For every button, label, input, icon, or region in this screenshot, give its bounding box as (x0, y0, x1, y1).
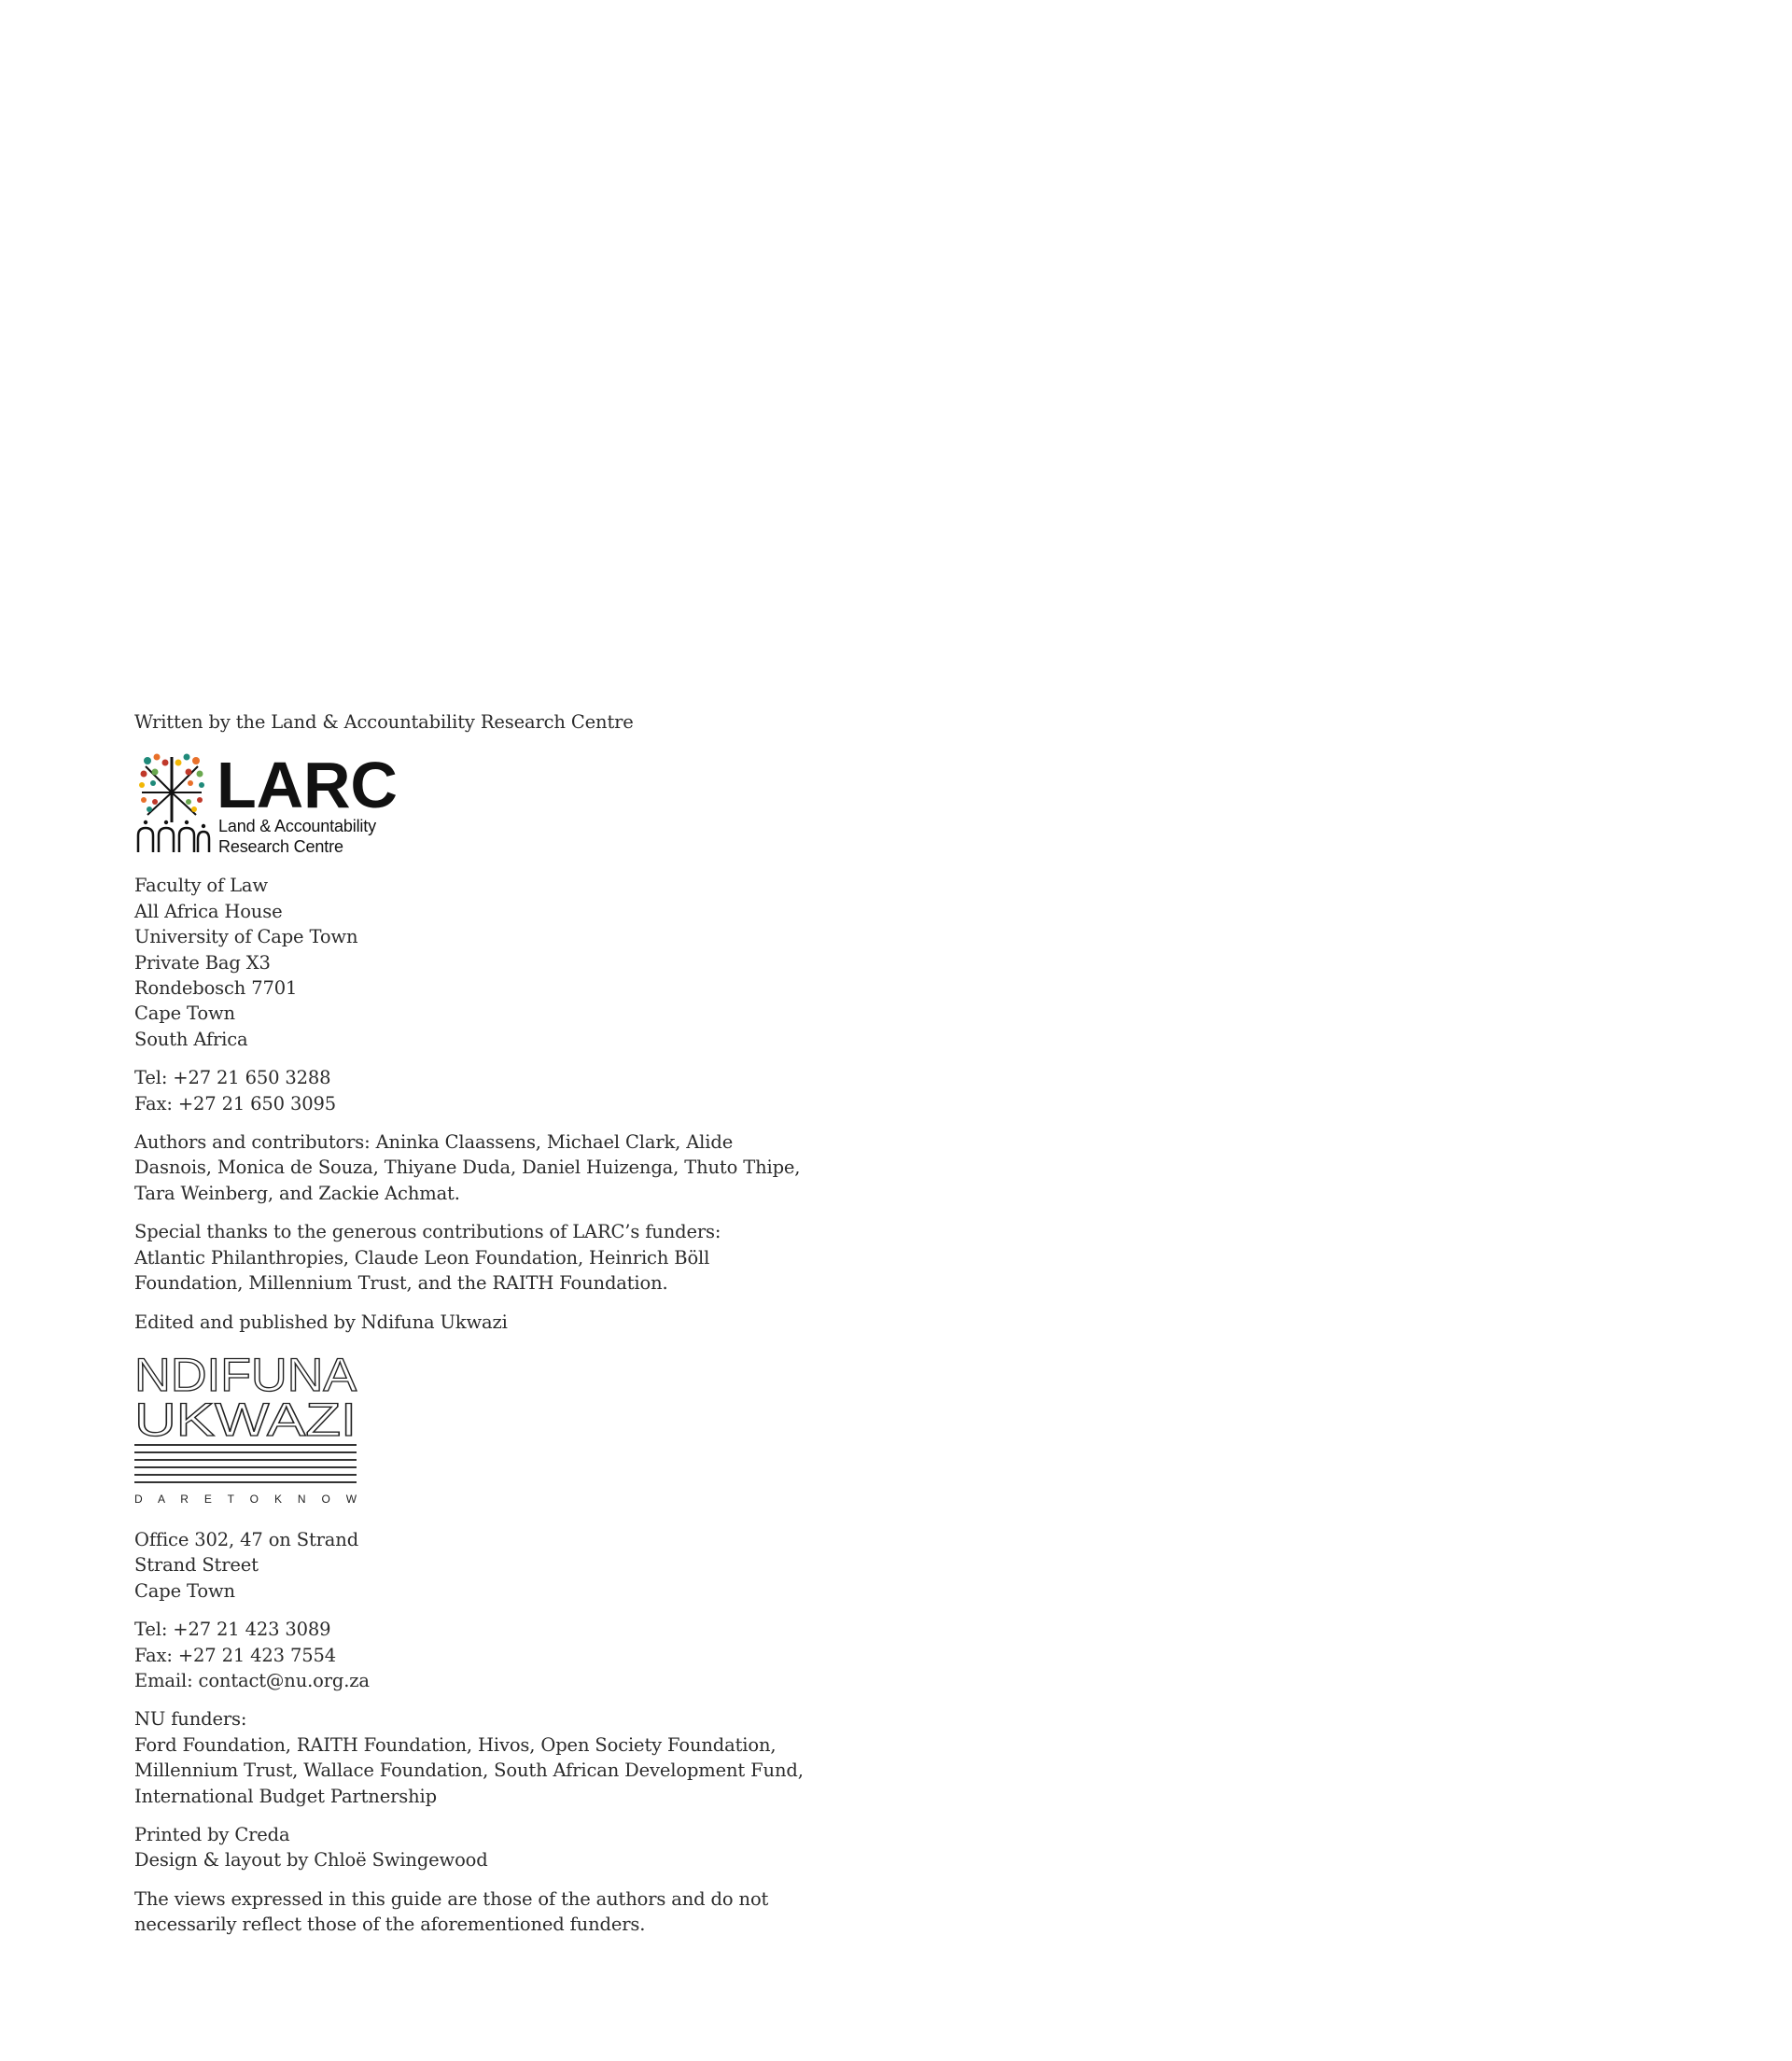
larc-address (134, 873, 769, 1052)
larc-fax: Fax: +27 21 650 3095 (134, 1092, 337, 1115)
nu-fax: Fax: +27 21 423 7554 (134, 1644, 337, 1666)
published-by-line (134, 1310, 769, 1335)
thanks-line: Foundation, Millennium Trust, and the RAITH Foundation. (134, 1272, 668, 1295)
tree-icon (138, 754, 209, 853)
thanks-line: Special thanks to the generous contributions of LARC’s funders: (134, 1221, 721, 1243)
written-by-text: Written by the Land & Accountability Research Centre (134, 711, 634, 733)
funders-line: Ford Foundation, RAITH Foundation, Hivos, Open Society Foundation, (134, 1733, 777, 1756)
larc-logo-line-2: Research Centre (218, 837, 343, 857)
larc-logo (134, 748, 405, 860)
nu-funders-paragraph (134, 1706, 804, 1809)
ndifuna-ukwazi-logo (134, 1348, 358, 1508)
address-line: All Africa House (134, 900, 283, 922)
nu-email: Email: contact@nu.org.za (134, 1669, 370, 1691)
authors-line: Tara Weinberg, and Zackie Achmat. (134, 1182, 460, 1204)
address-line: Cape Town (134, 1579, 235, 1602)
nu-logo-line-1: NDIFUNA (134, 1348, 357, 1401)
printed-by: Printed by Creda (134, 1823, 290, 1845)
thanks-paragraph (134, 1219, 769, 1296)
written-by-line (134, 709, 769, 735)
design-by: Design & layout by Chloë Swingewood (134, 1849, 488, 1872)
disclaimer-line: necessarily reflect those of the aforementioned funders. (134, 1914, 646, 1936)
address-line: Strand Street (134, 1554, 259, 1577)
address-line: University of Cape Town (134, 926, 358, 948)
address-line: Private Bag X3 (134, 951, 271, 974)
address-line: Faculty of Law (134, 875, 268, 897)
credits-paragraph (134, 1822, 769, 1873)
larc-contact (134, 1065, 769, 1116)
authors-line: Authors and contributors: Aninka Claassens, Michael Clark, Alide (134, 1131, 734, 1154)
larc-tel: Tel: +27 21 650 3288 (134, 1067, 331, 1089)
published-by-text: Edited and published by Ndifuna Ukwazi (134, 1311, 508, 1333)
thanks-line: Atlantic Philanthropies, Claude Leon Foundation, Heinrich Böll (134, 1246, 710, 1269)
address-line: Rondebosch 7701 (134, 977, 298, 1000)
funders-line: Millennium Trust, Wallace Foundation, South African Development Fund, (134, 1760, 804, 1782)
funders-line: International Budget Partnership (134, 1785, 437, 1807)
nu-address (134, 1527, 769, 1604)
nu-tagline: D A R E T O K N O W (134, 1492, 357, 1506)
authors-line: Dasnois, Monica de Souza, Thiyane Duda, Daniel Huizenga, Thuto Thipe, (134, 1157, 801, 1179)
larc-logo-line-1: Land & Accountability (218, 817, 376, 836)
funders-line: NU funders: (134, 1708, 247, 1731)
nu-logo-line-2: UKWAZI (134, 1393, 357, 1446)
nu-tel: Tel: +27 21 423 3089 (134, 1619, 331, 1641)
nu-contact (134, 1617, 769, 1693)
address-line: Office 302, 47 on Strand (134, 1528, 359, 1550)
disclaimer-line: The views expressed in this guide are those of the authors and do not (134, 1887, 769, 1910)
imprint-page (134, 709, 804, 1938)
disclaimer-paragraph (134, 1886, 769, 1938)
stripes-icon (134, 1445, 357, 1482)
larc-wordmark: LARC (217, 749, 398, 822)
address-line: South Africa (134, 1028, 248, 1050)
authors-paragraph (134, 1129, 801, 1206)
address-line: Cape Town (134, 1002, 235, 1025)
